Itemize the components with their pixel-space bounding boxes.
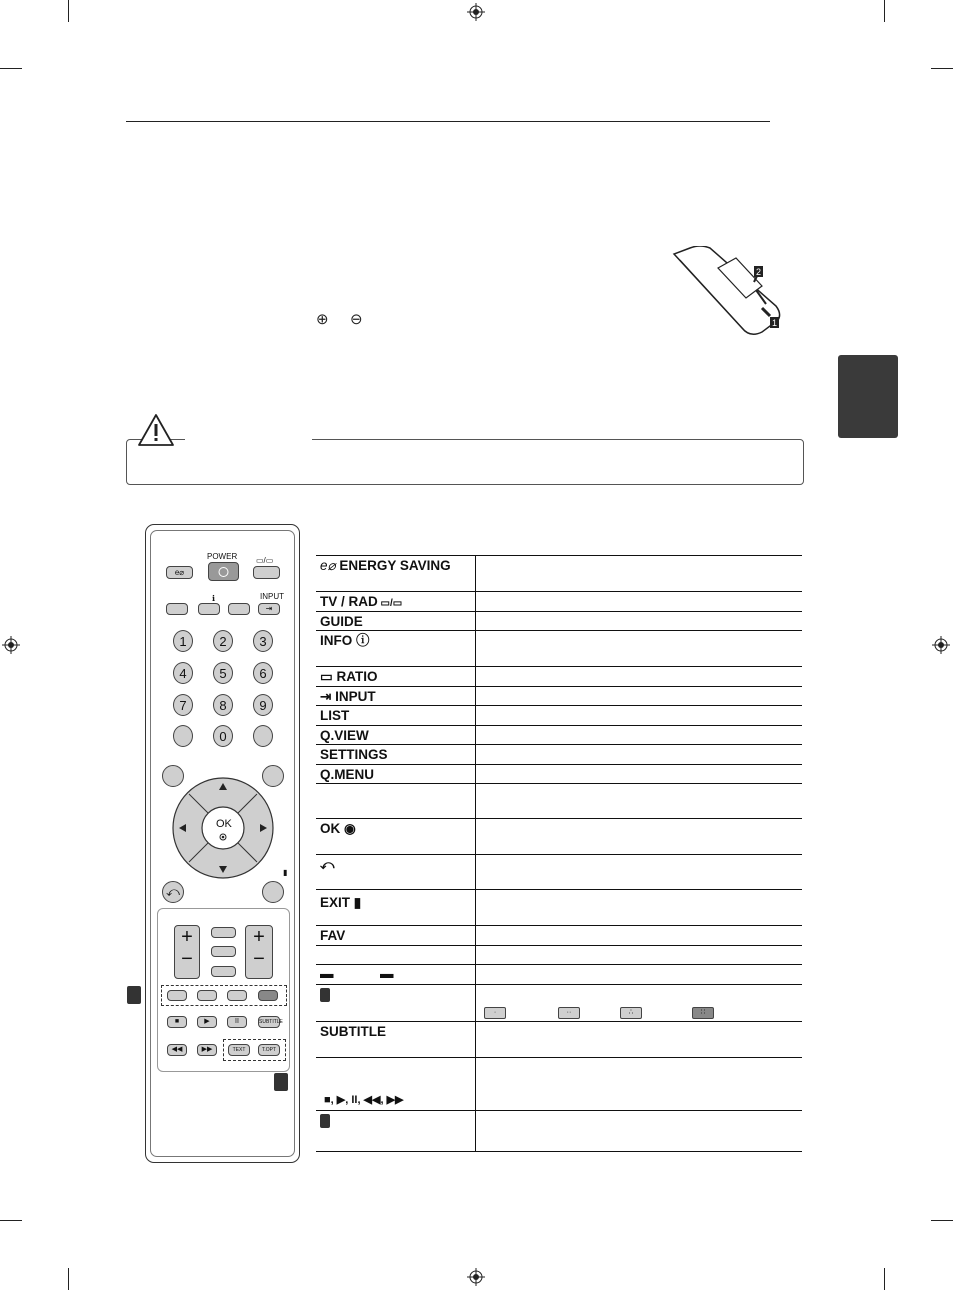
ratio-icon: ▭ [320, 669, 337, 684]
stop-button[interactable]: ■ [167, 1016, 187, 1028]
callout-marker-icon [320, 1114, 330, 1128]
ok-label: OK [216, 818, 232, 830]
warning-triangle-icon [137, 413, 175, 447]
tv-rad-icon: ▭/▭ [377, 598, 403, 609]
table-row [316, 946, 802, 965]
volume-rocker[interactable]: + − [174, 925, 200, 979]
crop-mark [884, 0, 885, 22]
fav-button[interactable] [211, 927, 236, 938]
back-arrow-icon: ⤺ [320, 857, 335, 872]
tv-rad-icon: ▭/▭ [256, 556, 274, 565]
battery-cover-illustration [670, 246, 785, 342]
tv-rad-button[interactable] [253, 566, 280, 579]
back-button[interactable]: ⤺ [162, 881, 184, 903]
table-row: TV / RAD ▭/▭ [316, 592, 802, 612]
table-row: ▭ RATIO [316, 667, 802, 687]
number-button-1[interactable]: 1 [173, 630, 193, 652]
header-rule [126, 121, 770, 122]
table-row: Q.VIEW [316, 726, 802, 745]
battery-plus-symbol: ⊕ [316, 311, 329, 328]
yellow-button[interactable] [227, 990, 247, 1001]
exit-icon: ▮ [283, 868, 288, 877]
number-button-3[interactable]: 3 [253, 630, 273, 652]
fast-forward-button[interactable]: ▶▶ [197, 1044, 217, 1056]
crop-mark [0, 1220, 22, 1221]
exit-icon: ▮ [350, 895, 362, 910]
info-button[interactable] [198, 603, 220, 615]
number-button-9[interactable]: 9 [253, 694, 273, 716]
table-row: SUBTITLE [316, 1022, 802, 1058]
table-row: FAV [316, 926, 802, 946]
crop-mark [0, 68, 22, 69]
crop-mark [931, 1220, 953, 1221]
energy-saving-button[interactable]: e⌀ [166, 566, 193, 579]
battery-minus-symbol: ⊖ [350, 311, 363, 328]
crop-mark [884, 1268, 885, 1290]
number-button-8[interactable]: 8 [213, 694, 233, 716]
mute-button[interactable] [211, 966, 236, 977]
q-view-button[interactable] [253, 725, 273, 747]
registration-mark-icon [467, 1268, 485, 1286]
registration-mark-icon [932, 636, 950, 654]
table-row: EXIT ▮ [316, 890, 802, 926]
pause-button[interactable]: II [227, 1016, 247, 1028]
list-button[interactable] [173, 725, 193, 747]
blue-button[interactable] [258, 990, 278, 1001]
program-rocker[interactable]: + − [245, 925, 273, 979]
number-button-2[interactable]: 2 [213, 630, 233, 652]
table-row [316, 985, 802, 1022]
number-button-7[interactable]: 7 [173, 694, 193, 716]
crop-mark [68, 1268, 69, 1290]
svg-text:2: 2 [756, 267, 762, 277]
number-button-0[interactable]: 0 [213, 725, 233, 747]
table-row: GUIDE [316, 612, 802, 631]
number-button-5[interactable]: 5 [213, 662, 233, 684]
chapter-tab [838, 355, 898, 438]
table-row: OK ◉ [316, 819, 802, 855]
table-row: ⇥ INPUT [316, 687, 802, 706]
input-icon: ⇥ [320, 689, 336, 704]
registration-mark-icon [467, 3, 485, 21]
power-label: POWER [207, 552, 238, 561]
registration-mark-icon [2, 636, 20, 654]
info-icon: ℹ [212, 594, 216, 603]
table-row: Q.MENU [316, 765, 802, 784]
input-button[interactable]: ⇥ [258, 603, 280, 615]
table-row: SETTINGS [316, 745, 802, 765]
svg-text:1: 1 [772, 318, 778, 328]
ratio-button[interactable] [228, 603, 250, 615]
table-row [316, 1058, 802, 1111]
page-left-arrow-icon: ▬ [320, 966, 334, 981]
green-button-icon: ·· [558, 1007, 580, 1019]
crop-mark [931, 68, 953, 69]
text-button[interactable]: TEXT [228, 1044, 250, 1056]
crop-mark [68, 0, 69, 22]
table-row: e⌀ ENERGY SAVING [316, 556, 802, 592]
play-button[interactable]: ▶ [197, 1016, 217, 1028]
guide-button[interactable] [166, 603, 188, 615]
playback-symbols: ■, ▶, II, ◀◀, ▶▶ [324, 1094, 404, 1106]
callout-marker-1 [127, 986, 141, 1004]
table-row: INFO ⓘ [316, 631, 802, 667]
energy-saving-icon: e⌀ [320, 558, 340, 573]
info-icon: ⓘ [352, 633, 370, 648]
number-button-6[interactable]: 6 [253, 662, 273, 684]
table-row: LIST [316, 706, 802, 726]
input-label: INPUT [260, 592, 284, 601]
yellow-button-icon: ∴ [620, 1007, 642, 1019]
table-row [316, 855, 802, 890]
exit-button[interactable] [262, 881, 284, 903]
caution-box [126, 439, 804, 485]
blue-button-icon: ∷ [692, 1007, 714, 1019]
callout-marker-icon [320, 988, 330, 1002]
green-button[interactable] [197, 990, 217, 1001]
table-row [316, 1111, 802, 1151]
power-button[interactable] [208, 562, 239, 581]
red-button[interactable] [167, 990, 187, 1001]
page-right-arrow-icon: ▬ [380, 966, 394, 981]
number-button-4[interactable]: 4 [173, 662, 193, 684]
red-button-icon: · [484, 1007, 506, 1019]
subtitle-button[interactable]: SUBTITLE [258, 1016, 280, 1028]
av-mode-button[interactable] [211, 946, 236, 957]
ok-dot-icon: ◉ [340, 821, 356, 836]
remote-function-table [316, 555, 802, 1152]
callout-marker-2 [274, 1073, 288, 1091]
table-row [316, 965, 802, 985]
t-opt-button[interactable]: T.OPT [258, 1044, 280, 1056]
table-row [316, 784, 802, 819]
power-icon [209, 563, 238, 580]
rewind-button[interactable]: ◀◀ [167, 1044, 187, 1056]
